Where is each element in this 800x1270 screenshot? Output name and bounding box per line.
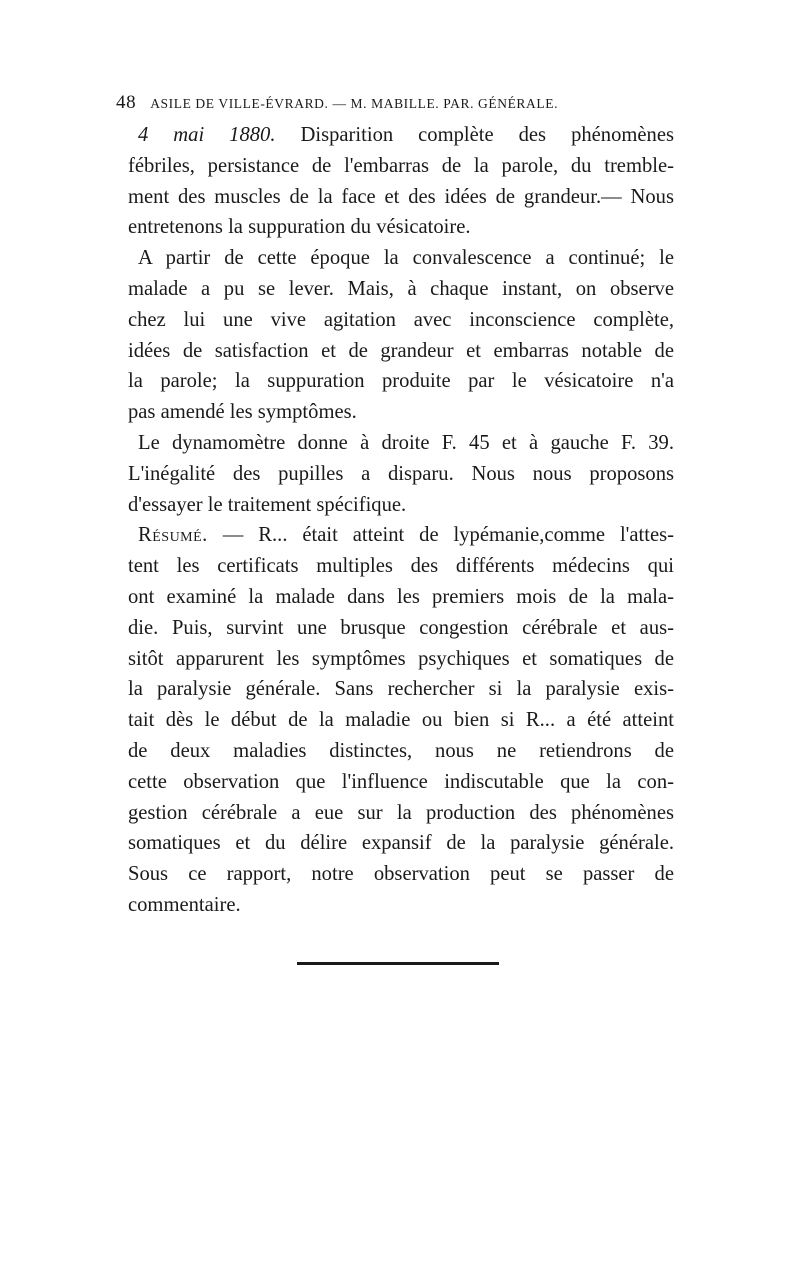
text-line: L'inégalité des pupilles a disparu. Nous nous proposons xyxy=(128,462,674,485)
text-line: Sous ce rapport, notre observation peut se passer de xyxy=(128,863,674,886)
text-line: A partir de cette époque la convalescence a continué; le xyxy=(138,247,674,270)
end-rule xyxy=(297,962,499,965)
text-line: la paralysie générale. Sans rechercher si la paralysie exis- xyxy=(128,678,674,701)
paragraph xyxy=(128,520,674,920)
paragraph xyxy=(128,428,674,520)
entry-date: 4 mai 1880. xyxy=(138,124,276,146)
text-line: sitôt apparurent les symptômes psychiques et somatiques de xyxy=(128,647,674,670)
text-line: d'essayer le traitement spécifique. xyxy=(128,493,407,516)
body-text xyxy=(128,120,674,921)
text-line: de deux maladies distinctes, nous ne retiendrons de xyxy=(128,739,674,762)
text-line: chez lui une vive agitation avec inconscience complète, xyxy=(128,308,674,331)
running-head xyxy=(116,92,674,118)
text-line: somatiques et du délire expansif de la paralysie générale. xyxy=(128,832,674,855)
text-line: fébriles, persistance de l'embarras de la parole, du tremble- xyxy=(128,154,674,177)
text-line: Le dynamomètre donne à droite F. 45 et à gauche F. 39. xyxy=(138,431,674,454)
text-line: pas amendé les symptômes. xyxy=(128,401,357,424)
paragraph xyxy=(128,120,674,243)
running-title: ASILE DE VILLE-ÉVRARD. — M. MABILLE. PAR. GÉNÉRALE. xyxy=(150,96,559,111)
text-line: commentaire. xyxy=(128,893,241,916)
page xyxy=(116,92,674,921)
text-line: malade a pu se lever. Mais, à chaque instant, on observe xyxy=(128,277,674,300)
text-line: die. Puis, survint une brusque congestion cérébrale et aus- xyxy=(128,616,674,639)
text-line: ment des muscles de la face et des idées de grandeur.— Nous xyxy=(128,185,674,208)
text-line: la parole; la suppuration produite par le vésicatoire n'a xyxy=(128,370,674,393)
text-line: tent les certificats multiples des différents médecins qui xyxy=(128,555,674,578)
text-line: entretenons la suppuration du vésicatoire. xyxy=(128,216,471,239)
page-number: 48 xyxy=(116,92,137,113)
text-line: Résumé. — R... était atteint de lypémanie,comme l'attes- xyxy=(138,524,674,547)
text-line: ont examiné la malade dans les premiers mois de la mala- xyxy=(128,585,674,608)
text-line: 4 mai 1880. Disparition complète des phénomènes xyxy=(138,124,674,146)
text-line: idées de satisfaction et de grandeur et embarras notable de xyxy=(128,339,674,362)
summary-lead: Résumé. xyxy=(138,524,208,547)
text-line: cette observation que l'influence indiscutable que la con- xyxy=(128,770,674,793)
text-line: gestion cérébrale a eue sur la production des phénomènes xyxy=(128,801,674,824)
text-line: tait dès le début de la maladie ou bien si R... a été atteint xyxy=(128,709,674,732)
paragraph xyxy=(128,243,674,428)
